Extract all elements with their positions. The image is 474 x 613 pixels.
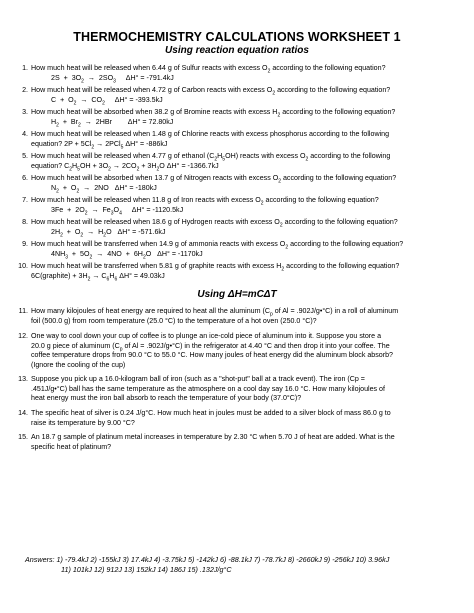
question-number: 10.: [18, 262, 28, 270]
question-text: Suppose you pick up a 16.0-kilogram ball of iron (such as a "shot-put" ball at a track event). The iron (Cp = .451J/g•°C) ball has the same temperature as the atmosphere on a cool day say 16.0 °C. How many kilojoules of heat energy must the iron ball absorb to reach the temperature of your body (37.0°C)?: [31, 375, 385, 403]
question-number: 3.: [22, 108, 28, 116]
section-heading-mcdt: Using ΔH=mCΔT: [197, 289, 277, 300]
question-number: 2.: [22, 86, 28, 94]
question-number: 6.: [22, 174, 28, 182]
question-text: How much heat will be absorbed when 13.7 g of Nitrogen reacts with excess $O_2$ according to the following equation? $N_2 + O_2 \to 2NO$ ΔH° = -180kJ: [31, 174, 462, 193]
question-text: How much heat will be released when 4.77 g of ethanol $(C_2H_5OH)$ reacts with excess $O_2$ according to the following equation? $C_2H_5OH + 3O_2 \to 2CO_2 + 3H_2O$ ΔH° = -1366.7kJ: [31, 152, 391, 172]
answer-key: [25, 555, 465, 575]
answer-key-line-2: 11) 101kJ 12) 912J 13) 152kJ 14) 186J 15) .132J/g°C: [61, 565, 232, 574]
reaction-equation: $2H_2 + O_2 \to H_2O$ ΔH° = -571.6kJ: [51, 227, 166, 238]
question-text: How much heat will be absorbed when 38.2 g of Bromine reacts with excess $H_2$ according to the following equation? $H_2 + Br_2 \to 2HBr$ ΔH° = 72.80kJ: [31, 108, 462, 127]
reaction-equation: $4NH_3 + 5O_2 \to 4NO + 6H_2O$ ΔH° = -1170kJ: [51, 249, 203, 260]
question-number: 5.: [22, 152, 28, 160]
question-number: 1.: [22, 64, 28, 72]
question-text: How much heat will be released when 6.44 g of Sulfur reacts with excess $O_2$ according to the following equation? $2S + 3O_2 \to 2SO_3$ ΔH° = -791.4kJ: [31, 64, 462, 83]
question-text: How much heat will be transferred when 5.81 g of graphite reacts with excess $H_2$ according to the following equation? 6C(graphite) + $3H_2 \to C_6H_6$ ΔH° = 49.03kJ: [31, 262, 400, 282]
reaction-equation: $H_2 + Br_2 \to 2HBr$ ΔH° = 72.80kJ: [51, 117, 174, 128]
question-text: How much heat will be released when 1.48 g of Chlorine reacts with excess phosphorus according to the following equation? $2P + 5Cl_2 \to 2PCl_5$ ΔH° = -886kJ: [31, 130, 390, 150]
question-number: 9.: [22, 240, 28, 248]
reaction-equation: $N_2 + O_2 \to 2NO$ ΔH° = -180kJ: [51, 183, 157, 194]
question-text: How much heat will be released when 18.6 g of Hydrogen reacts with excess $O_2$ according to the following equation? $2H_2 + O_2 \to H_2O$ ΔH° = -571.6kJ: [31, 218, 462, 237]
question-number: 15.: [18, 433, 28, 441]
reaction-equation: $3Fe + 2O_2 \to Fe_3O_4$ ΔH° = -1120.5kJ: [51, 205, 184, 216]
question-number: 7.: [22, 196, 28, 204]
question-number: 13.: [18, 375, 28, 383]
question-number: 11.: [18, 307, 28, 315]
question-number: 14.: [18, 409, 28, 417]
question-text: The specific heat of silver is 0.24 J/g°C. How much heat in joules must be added to a silver block of mass 86.0 g to raise its temperature by 9.00 °C?: [31, 409, 391, 427]
question-number: 12.: [18, 332, 28, 340]
reaction-equation: $C + O_2 \to CO_2$ ΔH° = -393.5kJ: [51, 95, 163, 106]
section-heading-reaction-ratios: Using reaction equation ratios: [165, 45, 309, 56]
question-text: An 18.7 g sample of platinum metal increases in temperature by 2.30 °C when 5.70 J of heat are added. What is the specific heat of platinum?: [31, 433, 395, 451]
question-number: 4.: [22, 130, 28, 138]
reaction-equation: $2S + 3O_2 \to 2SO_3$ ΔH° = -791.4kJ: [51, 73, 174, 84]
question-text: How much heat will be released when 4.72 g of Carbon reacts with excess $O_2$ according to the following equation? $C + O_2 \to CO_2$ ΔH° = -393.5kJ: [31, 86, 462, 105]
question-number: 8.: [22, 218, 28, 226]
question-text: How many kilojoules of heat energy are required to heat all the aluminum ($C_p$ of Al = .902J/g•°C) in a roll of aluminum foil (500.0 g) from room temperature (25.0 °C) to the temperature of a hot oven (250.0 °C)?: [31, 307, 399, 325]
question-text: One way to cool down your cup of coffee is to plunge an ice-cold piece of aluminum into it. Suppose you store a 20.0 g piece of aluminum ($C_p$ of Al = .902J/g•°C) in the refrigerator at 4.40 °C and then drop it into your coffee. The coffee temperature drops from 90.0 °C to 55.0 °C. How many joules of heat energy did the aluminum block absorb? (Ignore the cooling of the cup): [31, 332, 393, 369]
worksheet-title: THERMOCHEMISTRY CALCULATIONS WORKSHEET 1: [73, 30, 401, 44]
question-text: How much heat will be released when 11.8 g of Iron reacts with excess $O_2$ according to the following equation? $3Fe + 2O_2 \to Fe_3O_4$ ΔH° = -1120.5kJ: [31, 196, 462, 215]
question-text: How much heat will be transferred when 14.9 g of ammonia reacts with excess $O_2$ according to the following equation? $4NH_3 + 5O_2 \to 4NO + 6H_2O$ ΔH° = -1170kJ: [31, 240, 462, 259]
answer-key-line-1: Answers: 1) -79.4kJ 2) -155kJ 3) 17.4kJ 4) -3.75kJ 5) -142kJ 6) -88.1kJ 7) -78.7kJ 8) -2660kJ 9) -256kJ 10) 3.96kJ: [25, 555, 390, 564]
